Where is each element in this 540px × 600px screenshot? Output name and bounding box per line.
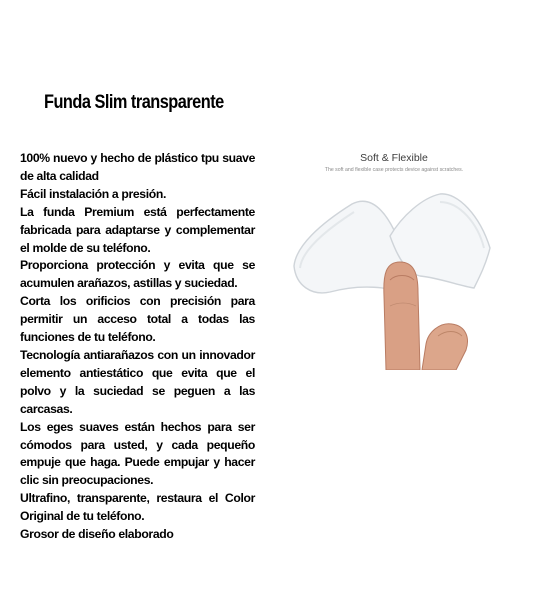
feature-description <box>20 150 255 544</box>
product-image <box>290 146 498 370</box>
feature-line: Proporciona protección y evita que se acumulen arañazos, astillas y suciedad. <box>20 258 255 291</box>
feature-line: Los eges suaves están hechos para ser cómodos para usted, y cada pequeño empuje que haga. Puede empujar y hacer clic sin preocupaciones. <box>20 419 255 488</box>
feature-line: 100% nuevo y hecho de plástico tpu suave de alta calidad <box>20 151 255 183</box>
feature-line: Corta los orificios con precisión para permitir un acceso total a todas las funciones de tu teléfono. <box>20 294 255 345</box>
page-title: Funda Slim transparente <box>44 92 224 113</box>
product-subcaption: The soft and flexible case protects device against scratches. <box>324 167 464 173</box>
feature-line: Tecnología antiarañazos con un innovador elemento antiestático que evita que el polvo y la suciedad se peguen a las carcasas. <box>20 347 255 416</box>
feature-line: Ultrafino, transparente, restaura el Color Original de tu teléfono. <box>20 491 255 524</box>
feature-line: La funda Premium está perfectamente fabricada para adaptarse y complementar el molde de su teléfono. <box>20 204 255 255</box>
product-caption: Soft & Flexible <box>360 152 428 164</box>
feature-line: Fácil instalación a presión. <box>20 186 166 201</box>
feature-line: Grosor de diseño elaborado <box>20 527 174 542</box>
bent-case-illustration <box>290 146 498 370</box>
